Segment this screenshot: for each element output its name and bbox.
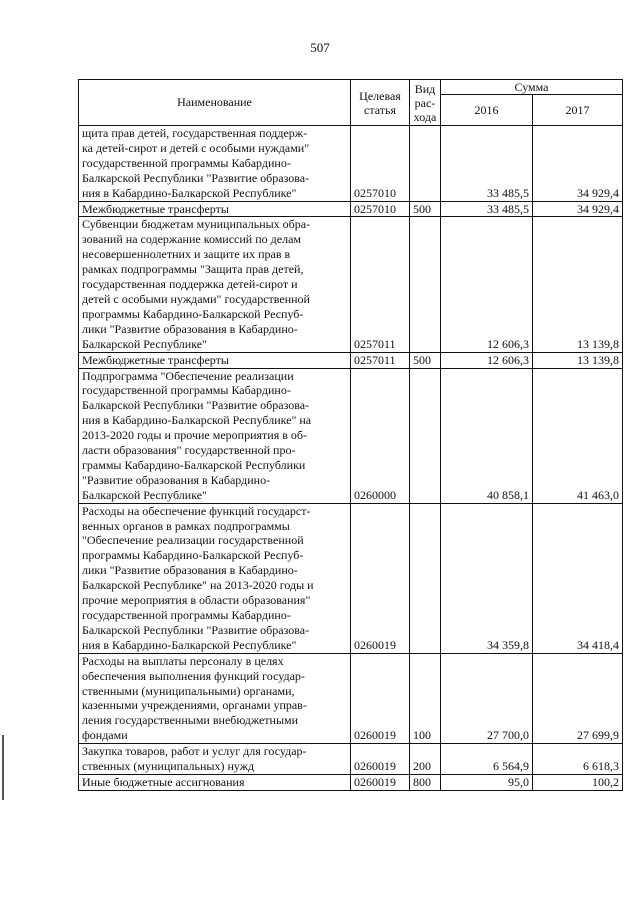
row-target-article: 0260019 — [351, 503, 410, 653]
header-year-2016: 2016 — [441, 95, 533, 126]
row-expense-type: 500 — [410, 201, 441, 217]
row-target-article: 0260019 — [351, 653, 410, 743]
table-row — [79, 744, 623, 775]
row-sum-2017: 13 139,8 — [533, 352, 623, 368]
row-sum-2016: 12 606,3 — [441, 352, 533, 368]
row-target-article: 0257010 — [351, 126, 410, 202]
header-sum: Сумма — [441, 80, 623, 95]
row-expense-type: 100 — [410, 653, 441, 743]
row-sum-2016: 27 700,0 — [441, 653, 533, 743]
row-sum-2017: 27 699,9 — [533, 653, 623, 743]
table-row — [79, 352, 623, 368]
row-expense-type — [410, 126, 441, 202]
row-target-article: 0260000 — [351, 368, 410, 503]
row-sum-2017: 34 418,4 — [533, 503, 623, 653]
row-target-article: 0257010 — [351, 201, 410, 217]
row-name: Межбюджетные трансферты — [79, 352, 351, 368]
table-row — [79, 217, 623, 352]
row-sum-2016: 6 564,9 — [441, 744, 533, 775]
table-row — [79, 503, 623, 653]
row-sum-2016: 34 359,8 — [441, 503, 533, 653]
row-expense-type: 500 — [410, 352, 441, 368]
row-sum-2016: 33 485,5 — [441, 126, 533, 202]
row-expense-type — [410, 368, 441, 503]
row-expense-type — [410, 217, 441, 352]
row-sum-2016: 40 858,1 — [441, 368, 533, 503]
row-sum-2017: 34 929,4 — [533, 201, 623, 217]
table-row — [79, 126, 623, 202]
row-expense-type: 200 — [410, 744, 441, 775]
row-expense-type: 800 — [410, 774, 441, 790]
budget-table — [78, 79, 623, 791]
row-name: Межбюджетные трансферты — [79, 201, 351, 217]
row-target-article: 0260019 — [351, 744, 410, 775]
row-name: щита прав детей, государственная поддерж- ка детей-сирот и детей с особыми нуждами" государственной программы Кабардино- Балкарской Республики "Развитие образова- ния в Кабардино-Балкарской Республике" — [79, 126, 351, 202]
row-name: Расходы на обеспечение функций государст- венных органов в рамках подпрограммы "Обеспечение реализации государственной программы Кабардино-Балкарской Респуб- лики "Развитие образования в Кабардино- Балкарской Республике" на 2013-2020 годы и прочие мероприятия в области образования" государственной программы Кабардино- Балкарской Республики "Развитие образова- ния в Кабардино-Балкарской Республике" — [79, 503, 351, 653]
row-name: Субвенции бюджетам муниципальных обра- зований на содержание комиссий по делам несовершеннолетних и защите их прав в рамках подпрограммы "Защита прав детей, государственная поддержка детей-сирот и детей с особыми нуждами" государственной программы Кабардино-Балкарской Респуб- лики "Развитие образования в Кабардино- Балкарской Республике" — [79, 217, 351, 352]
header-target-article: Целевая статья — [351, 80, 410, 126]
row-sum-2017: 41 463,0 — [533, 368, 623, 503]
table-row — [79, 368, 623, 503]
binding-mark — [2, 735, 4, 800]
row-name: Закупка товаров, работ и услуг для государ- ственных (муниципальных) нужд — [79, 744, 351, 775]
row-sum-2017: 6 618,3 — [533, 744, 623, 775]
row-sum-2016: 95,0 — [441, 774, 533, 790]
row-target-article: 0257011 — [351, 352, 410, 368]
table-row — [79, 653, 623, 743]
row-sum-2016: 12 606,3 — [441, 217, 533, 352]
row-sum-2017: 13 139,8 — [533, 217, 623, 352]
header-year-2017: 2017 — [533, 95, 623, 126]
row-sum-2016: 33 485,5 — [441, 201, 533, 217]
row-target-article: 0260019 — [351, 774, 410, 790]
row-name: Подпрограмма "Обеспечение реализации государственной программы Кабардино- Балкарской Республики "Развитие образова- ния в Кабардино-Балкарской Республике" на 2013-2020 годы и прочие мероприятия в об- ласти образования" государственной про- граммы Кабардино-Балкарской Республики "Развитие образования в Кабардино- Балкарской Республике" — [79, 368, 351, 503]
row-name: Расходы на выплаты персоналу в целях обеспечения выполнения функций государ- ственными (муниципальными) органами, казенными учреждениями, органами управ- ления государственными внебюджетными фондами — [79, 653, 351, 743]
table-row — [79, 774, 623, 790]
row-expense-type — [410, 503, 441, 653]
header-expense-type: Вид рас-хода — [410, 80, 441, 126]
row-sum-2017: 100,2 — [533, 774, 623, 790]
header-name: Наименование — [79, 80, 351, 126]
page-number: 507 — [310, 40, 330, 55]
row-target-article: 0257011 — [351, 217, 410, 352]
table-row — [79, 201, 623, 217]
row-sum-2017: 34 929,4 — [533, 126, 623, 202]
row-name: Иные бюджетные ассигнования — [79, 774, 351, 790]
